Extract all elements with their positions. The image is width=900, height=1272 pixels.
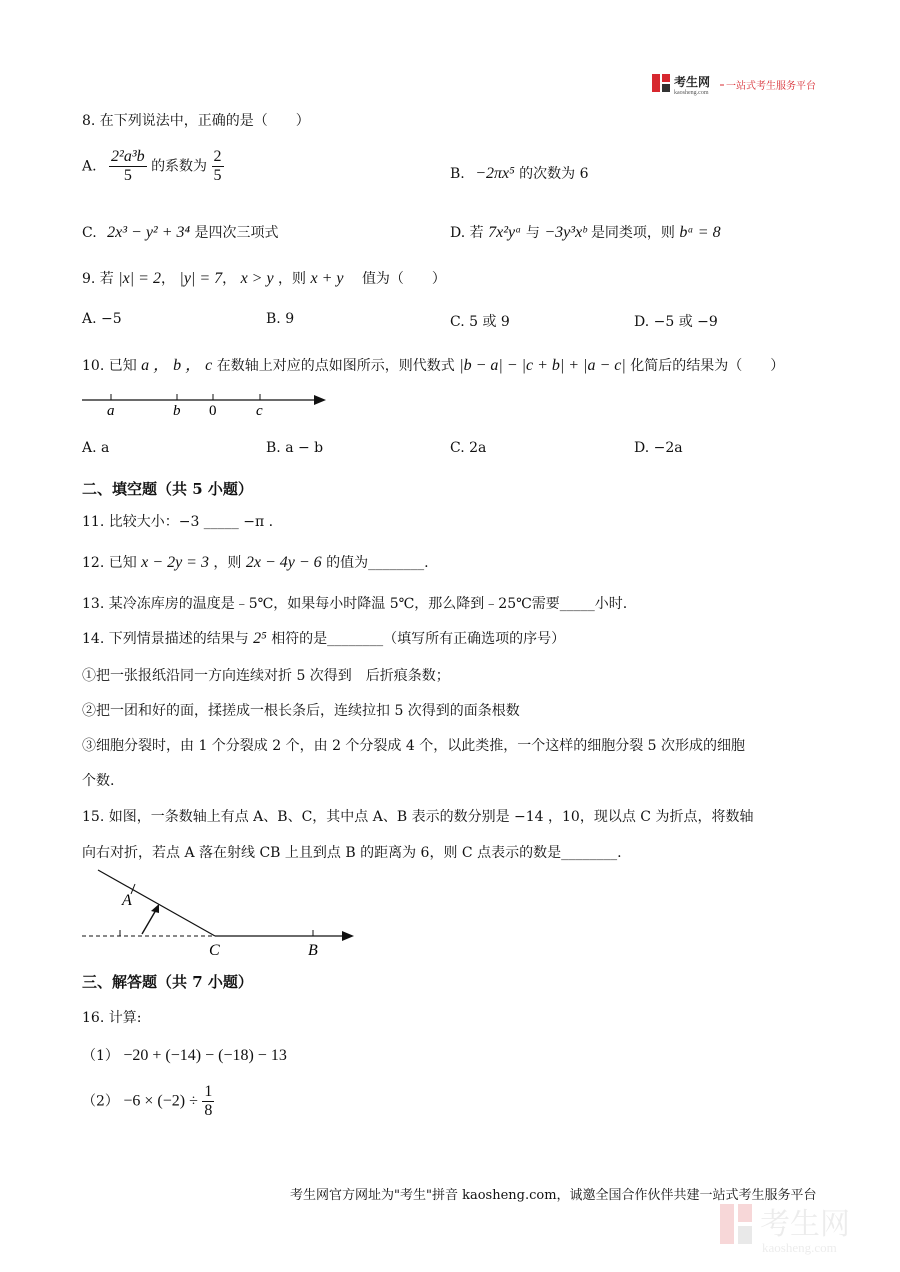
q14-stem: 14. 下列情景描述的结果与 2⁵ 相符的是________（填写所有正确选项的序号） — [82, 630, 566, 647]
watermark-url: kaosheng.com — [762, 1240, 837, 1255]
q10-number-line — [80, 388, 340, 422]
axis-label-c: c — [256, 403, 263, 419]
axis-label-a: a — [107, 403, 115, 419]
q8-a-fraction: $\frac{\text{2²a³b}}{5}$ — [111, 148, 145, 184]
logo-name: 考生网 — [674, 75, 711, 89]
watermark-logo-icon — [716, 1198, 886, 1258]
q14-item-1: ①把一张报纸沿同一方向连续对折 5 次得到 后折痕条数； — [82, 668, 450, 684]
fig-label-b: B — [308, 942, 318, 959]
q12: 12. 已知 x − 2y = 3 ，则 2x − 4y − 6 的值为________. — [82, 554, 429, 571]
q10-option-d: D. −2a — [634, 440, 683, 456]
q10-option-b: B. a − b — [266, 440, 324, 456]
q14-item-3: ③细胞分裂时，由 1 个分裂成 2 个，由 2 个分裂成 4 个，以此类推，一个这样的细胞分裂 5 次形成的细胞 — [82, 738, 746, 754]
q10-stem: 10. 已知 a ， b ， c 在数轴上对应的点如图所示，则代数式 |b − a| − |c + b| + |a − c| 化简后的结果为（ ） — [82, 357, 785, 374]
q14-item-3-cont: 个数. — [82, 773, 115, 789]
q15-line-2: 向右对折，若点 A 落在射线 CB 上且到点 B 的距离为 6，则 C 点表示的数是________. — [82, 845, 622, 861]
watermark-name: 考生网 — [760, 1208, 850, 1241]
q8-stem: 8. 在下列说法中，正确的是（ ） — [82, 113, 310, 129]
logo-mark-icon — [652, 72, 822, 96]
fig-label-a: A — [122, 892, 132, 909]
axis-label-0: 0 — [209, 403, 217, 419]
q8-option-a: A. $\frac{\text{2²a³b}}{5}$ 的系数为 $\frac{2}{5}$ — [82, 148, 222, 184]
q10-option-c: C. 2a — [450, 440, 487, 456]
fig-axis-arrow-icon — [342, 931, 354, 941]
logo-url: kaosheng.com — [674, 90, 709, 96]
q11: 11. 比较大小：−3 _____ −π . — [82, 514, 274, 530]
page-footer: 考生网官方网址为"考生"拼音 kaosheng.com，诚邀全国合作伙伴共建一站式考生服务平台 — [290, 1188, 817, 1203]
q15-figure — [80, 866, 360, 960]
q9-option-a: A. −5 — [82, 311, 122, 327]
fold-arrow-icon — [151, 904, 159, 913]
q8-a-value-fraction: $\frac{2}{5}$ — [213, 148, 222, 184]
q16-stem: 16. 计算: — [82, 1010, 142, 1026]
q9-option-c: C. 5 或 9 — [450, 314, 510, 330]
q9-stem: 9. 若 |x| = 2， |y| = 7， x > y ，则 x + y 值为（ ） — [82, 270, 446, 287]
q10-option-a: A. a — [82, 440, 110, 456]
header-logo — [652, 72, 822, 96]
q8-option-b: B. −2πx⁵ 的次数为 6 — [450, 165, 589, 182]
q9-option-d: D. −5 或 −9 — [634, 314, 718, 330]
q8-a-label: A. — [82, 158, 97, 175]
q15-line-1: 15. 如图，一条数轴上有点 A、B、C，其中点 A、B 表示的数分别是 −14 ，10，现以点 C 为折点，将数轴 — [82, 809, 754, 825]
q16-part-2: （2） −6 × (−2) ÷ $\frac{1}{8}$ — [82, 1083, 213, 1119]
section-3-title: 三、解答题（共 7 小题） — [82, 973, 253, 991]
axis-arrow-icon — [314, 395, 326, 405]
section-2-title: 二、填空题（共 5 小题） — [82, 480, 253, 498]
q14-item-2: ②把一团和好的面，揉搓成一根长条后，连续拉扣 5 次得到的面条根数 — [82, 703, 520, 719]
axis-label-b: b — [173, 403, 181, 419]
fig-label-c: C — [209, 942, 220, 959]
q8-option-d: D. 若 7x²yᵃ 与 −3y³xᵇ 是同类项，则 bᵃ = 8 — [450, 224, 721, 241]
q13: 13. 某冷冻库房的温度是﹣5℃，如果每小时降温 5℃，那么降到﹣25℃需要_____小时. — [82, 596, 628, 612]
q16-p2-fraction: $\frac{1}{8}$ — [204, 1083, 213, 1119]
q16-part-1: （1） −20 + (−14) − (−18) − 13 — [82, 1047, 287, 1064]
q9-option-b: B. 9 — [266, 311, 295, 327]
logo-slogan: 一站式考生服务平台 — [726, 81, 816, 92]
q8-option-c: C. 2x³ − y² + 3⁴ 是四次三项式 — [82, 224, 279, 241]
